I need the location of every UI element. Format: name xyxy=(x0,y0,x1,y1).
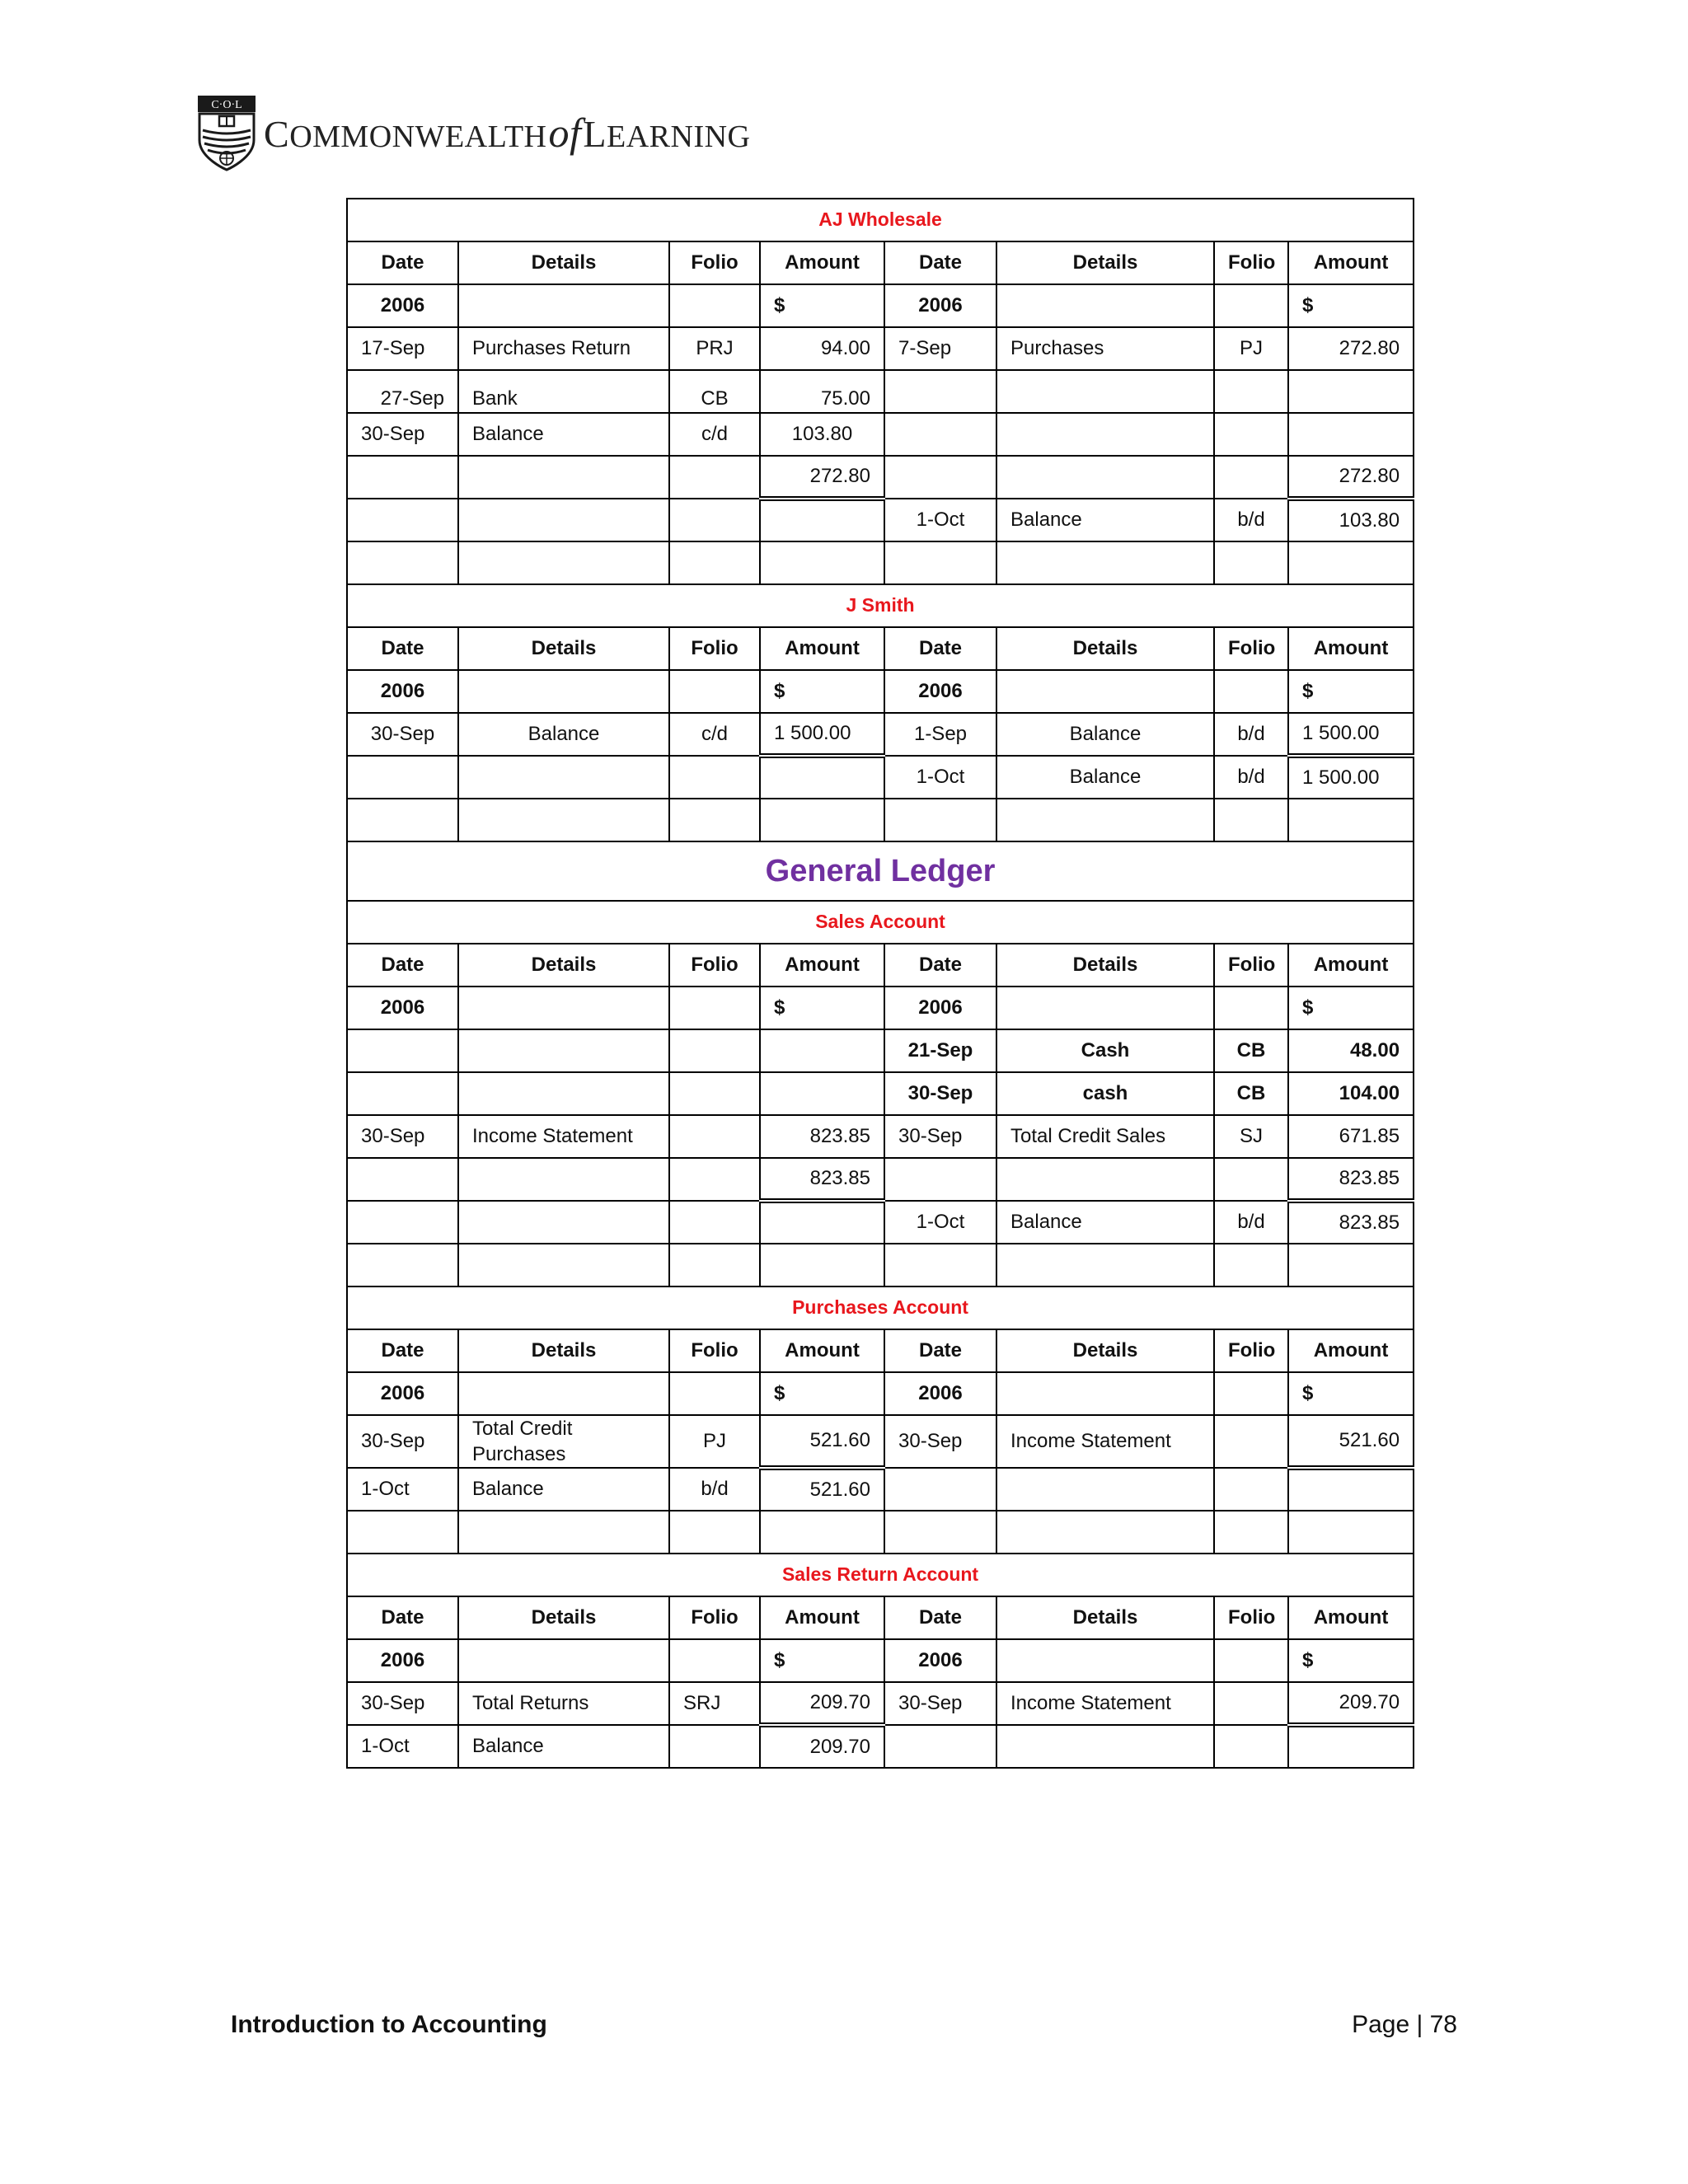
cell-amount xyxy=(1288,413,1414,456)
year-cell: 2006 xyxy=(347,1639,458,1682)
cell-details: Balance xyxy=(458,713,669,756)
cell-folio: b/d xyxy=(1214,756,1288,799)
cell-amount: 823.85 xyxy=(760,1115,884,1158)
cell-amount: 671.85 xyxy=(1288,1115,1414,1158)
account-title: Purchases Account xyxy=(347,1286,1414,1329)
cell-date: 30-Sep xyxy=(884,1115,996,1158)
cell-folio: SRJ xyxy=(669,1682,760,1725)
page-number: Page | 78 xyxy=(1352,2011,1457,2038)
ledger-row xyxy=(347,370,1414,413)
cell-date xyxy=(884,1725,996,1768)
currency-cell: $ xyxy=(760,1639,884,1682)
account-title-row xyxy=(347,584,1414,627)
currency-cell: $ xyxy=(760,284,884,327)
cell-amount xyxy=(760,1072,884,1115)
cell-amount: 521.60 xyxy=(1288,1415,1414,1468)
col-crest-icon xyxy=(196,94,257,171)
ledger-row xyxy=(347,1115,1414,1158)
cell-details xyxy=(458,499,669,541)
ledger-row xyxy=(347,1468,1414,1511)
year-row xyxy=(347,284,1414,327)
blank-row xyxy=(347,1511,1414,1554)
currency-cell: $ xyxy=(760,670,884,713)
cell-amount xyxy=(760,756,884,799)
cell-date xyxy=(347,1072,458,1115)
cell-amount: 48.00 xyxy=(1288,1029,1414,1072)
cell-folio: b/d xyxy=(1214,1201,1288,1244)
cell-details: Total Credit Purchases xyxy=(458,1415,669,1468)
col-header-date: Date xyxy=(884,1596,996,1639)
cell-details xyxy=(458,456,669,499)
year-cell: 2006 xyxy=(347,987,458,1029)
account-title-row xyxy=(347,901,1414,944)
col-header-details: Details xyxy=(458,1329,669,1372)
cell-details xyxy=(458,1201,669,1244)
cell-folio xyxy=(669,456,760,499)
cell-amount: 272.80 xyxy=(1288,456,1414,499)
col-header-amount: Amount xyxy=(1288,1329,1414,1372)
cell-folio xyxy=(669,1029,760,1072)
cell-details xyxy=(996,456,1214,499)
col-header-details: Details xyxy=(458,627,669,670)
blank-row xyxy=(347,799,1414,841)
currency-cell: $ xyxy=(1288,1372,1414,1415)
cell-amount: 1 500.00 xyxy=(1288,756,1414,799)
col-header-folio: Folio xyxy=(1214,1329,1288,1372)
cell-details xyxy=(458,1072,669,1115)
col-header-folio: Folio xyxy=(669,241,760,284)
currency-cell: $ xyxy=(760,987,884,1029)
col-header-date: Date xyxy=(347,241,458,284)
cell-date: 21-Sep xyxy=(884,1029,996,1072)
cell-date xyxy=(884,1158,996,1201)
cell-details xyxy=(996,413,1214,456)
cell-date: 7-Sep xyxy=(884,327,996,370)
cell-folio xyxy=(669,756,760,799)
cell-amount: 94.00 xyxy=(760,327,884,370)
cell-amount: 272.80 xyxy=(760,456,884,499)
column-header-row xyxy=(347,627,1414,670)
cell-amount: 1 500.00 xyxy=(1288,713,1414,756)
currency-cell: $ xyxy=(1288,284,1414,327)
cell-details xyxy=(458,756,669,799)
cell-details: Bank xyxy=(458,370,669,413)
cell-folio xyxy=(669,1072,760,1115)
ledger-table xyxy=(346,198,1414,1769)
cell-date: 30-Sep xyxy=(347,713,458,756)
cell-folio xyxy=(1214,1725,1288,1768)
cell-details: Purchases Return xyxy=(458,327,669,370)
account-title: AJ Wholesale xyxy=(347,199,1414,241)
ledger-row xyxy=(347,756,1414,799)
cell-date: 30-Sep xyxy=(347,413,458,456)
cell-date xyxy=(347,499,458,541)
cell-folio: b/d xyxy=(1214,713,1288,756)
year-cell: 2006 xyxy=(884,284,996,327)
cell-date: 1-Sep xyxy=(884,713,996,756)
col-header-details: Details xyxy=(996,1596,1214,1639)
total-row xyxy=(347,1158,1414,1201)
cell-details: Balance xyxy=(458,1468,669,1511)
col-header-amount: Amount xyxy=(1288,1596,1414,1639)
cell-amount: 209.70 xyxy=(760,1725,884,1768)
cell-date xyxy=(884,413,996,456)
ledger-row xyxy=(347,1072,1414,1115)
cell-amount: 823.85 xyxy=(1288,1158,1414,1201)
cell-folio xyxy=(1214,1158,1288,1201)
col-header-folio: Folio xyxy=(669,1329,760,1372)
col-header-folio: Folio xyxy=(669,944,760,987)
year-cell: 2006 xyxy=(884,670,996,713)
course-title: Introduction to Accounting xyxy=(231,2011,547,2038)
cell-date xyxy=(347,1029,458,1072)
col-header-folio: Folio xyxy=(669,1596,760,1639)
cell-date: 30-Sep xyxy=(884,1682,996,1725)
year-row xyxy=(347,987,1414,1029)
col-header-date: Date xyxy=(347,1596,458,1639)
cell-date xyxy=(347,1158,458,1201)
cell-date: 1-Oct xyxy=(347,1468,458,1511)
cell-date: 30-Sep xyxy=(347,1682,458,1725)
cell-folio xyxy=(1214,413,1288,456)
cell-details: Balance xyxy=(996,713,1214,756)
column-header-row xyxy=(347,1329,1414,1372)
cell-details: Total Credit Sales xyxy=(996,1115,1214,1158)
col-header-folio: Folio xyxy=(1214,627,1288,670)
blank-row xyxy=(347,1244,1414,1286)
cell-amount: 823.85 xyxy=(1288,1201,1414,1244)
cell-details xyxy=(996,1158,1214,1201)
column-header-row xyxy=(347,944,1414,987)
cell-details: Total Returns xyxy=(458,1682,669,1725)
col-header-amount: Amount xyxy=(1288,627,1414,670)
col-header-amount: Amount xyxy=(760,944,884,987)
ledger-row xyxy=(347,1682,1414,1725)
cell-amount: 209.70 xyxy=(1288,1682,1414,1725)
cell-date: 1-Oct xyxy=(884,756,996,799)
col-header-date: Date xyxy=(884,1329,996,1372)
cell-amount xyxy=(1288,1468,1414,1511)
cell-amount: 521.60 xyxy=(760,1415,884,1468)
col-header-folio: Folio xyxy=(1214,241,1288,284)
cell-details: Balance xyxy=(458,413,669,456)
cell-amount xyxy=(1288,1725,1414,1768)
col-header-date: Date xyxy=(884,241,996,284)
column-header-row xyxy=(347,241,1414,284)
cell-folio: b/d xyxy=(1214,499,1288,541)
cell-date: 30-Sep xyxy=(347,1415,458,1468)
cell-amount: 103.80 xyxy=(1288,499,1414,541)
year-cell: 2006 xyxy=(884,1372,996,1415)
cell-details: Cash xyxy=(996,1029,1214,1072)
account-title-row xyxy=(347,1286,1414,1329)
column-header-row xyxy=(347,1596,1414,1639)
col-header-amount: Amount xyxy=(760,1329,884,1372)
currency-cell: $ xyxy=(760,1372,884,1415)
cell-details: Balance xyxy=(996,756,1214,799)
year-cell: 2006 xyxy=(347,1372,458,1415)
cell-folio xyxy=(669,499,760,541)
col-header-folio: Folio xyxy=(1214,944,1288,987)
col-header-date: Date xyxy=(884,944,996,987)
cell-amount: 75.00 xyxy=(760,370,884,413)
cell-details: cash xyxy=(996,1072,1214,1115)
col-header-details: Details xyxy=(458,1596,669,1639)
cell-folio: CB xyxy=(1214,1072,1288,1115)
cell-date xyxy=(347,456,458,499)
account-title: Sales Account xyxy=(347,901,1414,944)
year-cell: 2006 xyxy=(347,670,458,713)
cell-amount: 104.00 xyxy=(1288,1072,1414,1115)
blank-row xyxy=(347,541,1414,584)
currency-cell: $ xyxy=(1288,1639,1414,1682)
cell-amount xyxy=(760,1201,884,1244)
cell-folio: PJ xyxy=(669,1415,760,1468)
cell-amount: 272.80 xyxy=(1288,327,1414,370)
cell-date xyxy=(884,456,996,499)
cell-amount: 823.85 xyxy=(760,1158,884,1201)
col-header-date: Date xyxy=(347,627,458,670)
cell-folio xyxy=(1214,456,1288,499)
header-logo xyxy=(196,94,751,171)
cell-details xyxy=(996,1725,1214,1768)
cell-details xyxy=(996,370,1214,413)
cell-amount: 1 500.00 xyxy=(760,713,884,756)
cell-details xyxy=(996,1468,1214,1511)
cell-date: 1-Oct xyxy=(884,1201,996,1244)
cell-folio xyxy=(669,1725,760,1768)
cell-details: Balance xyxy=(458,1725,669,1768)
cell-details: Balance xyxy=(996,1201,1214,1244)
cell-date xyxy=(347,756,458,799)
cell-folio: CB xyxy=(669,370,760,413)
cell-date: 17-Sep xyxy=(347,327,458,370)
year-cell: 2006 xyxy=(884,987,996,1029)
cell-details: Purchases xyxy=(996,327,1214,370)
currency-cell: $ xyxy=(1288,987,1414,1029)
col-header-amount: Amount xyxy=(760,241,884,284)
account-title: J Smith xyxy=(347,584,1414,627)
year-row xyxy=(347,1372,1414,1415)
currency-cell: $ xyxy=(1288,670,1414,713)
ledger-row xyxy=(347,1415,1414,1468)
cell-details xyxy=(458,1158,669,1201)
cell-folio xyxy=(1214,370,1288,413)
section-title-row xyxy=(347,841,1414,901)
cell-details: Balance xyxy=(996,499,1214,541)
cell-folio: PRJ xyxy=(669,327,760,370)
total-row xyxy=(347,456,1414,499)
ledger-row xyxy=(347,327,1414,370)
year-row xyxy=(347,670,1414,713)
cell-details xyxy=(458,1029,669,1072)
cell-amount xyxy=(760,1029,884,1072)
cell-date xyxy=(884,370,996,413)
cell-folio: b/d xyxy=(669,1468,760,1511)
col-header-details: Details xyxy=(996,241,1214,284)
cell-amount xyxy=(1288,370,1414,413)
section-title: General Ledger xyxy=(347,841,1414,901)
ledger-row xyxy=(347,1029,1414,1072)
cell-details: Income Statement xyxy=(996,1415,1214,1468)
cell-date: 27-Sep xyxy=(347,370,458,413)
col-header-date: Date xyxy=(347,944,458,987)
ledger-row xyxy=(347,1725,1414,1768)
col-header-amount: Amount xyxy=(1288,944,1414,987)
cell-details: Income Statement xyxy=(996,1682,1214,1725)
page-footer xyxy=(231,2011,1457,2039)
cell-date: 30-Sep xyxy=(347,1115,458,1158)
col-header-amount: Amount xyxy=(760,627,884,670)
cell-amount: 209.70 xyxy=(760,1682,884,1725)
cell-date: 30-Sep xyxy=(884,1072,996,1115)
cell-folio xyxy=(1214,1415,1288,1468)
ledger-row xyxy=(347,413,1414,456)
cell-date: 1-Oct xyxy=(347,1725,458,1768)
cell-details: Income Statement xyxy=(458,1115,669,1158)
col-header-amount: Amount xyxy=(1288,241,1414,284)
col-header-date: Date xyxy=(884,627,996,670)
cell-folio: PJ xyxy=(1214,327,1288,370)
cell-folio xyxy=(669,1201,760,1244)
cell-folio: c/d xyxy=(669,713,760,756)
col-header-folio: Folio xyxy=(1214,1596,1288,1639)
col-header-folio: Folio xyxy=(669,627,760,670)
cell-folio: CB xyxy=(1214,1029,1288,1072)
cell-amount xyxy=(760,499,884,541)
cell-folio xyxy=(669,1115,760,1158)
account-title-row xyxy=(347,199,1414,241)
cell-amount: 103.80 xyxy=(760,413,884,456)
col-header-details: Details xyxy=(458,944,669,987)
cell-folio xyxy=(669,1158,760,1201)
cell-folio xyxy=(1214,1468,1288,1511)
col-header-details: Details xyxy=(996,944,1214,987)
logo-wordmark: COMMONWEALTHofLEARNING xyxy=(264,110,751,156)
account-title: Sales Return Account xyxy=(347,1554,1414,1596)
col-header-details: Details xyxy=(996,1329,1214,1372)
account-title-row xyxy=(347,1554,1414,1596)
cell-date: 30-Sep xyxy=(884,1415,996,1468)
cell-date xyxy=(884,1468,996,1511)
col-header-date: Date xyxy=(347,1329,458,1372)
ledger-row xyxy=(347,1201,1414,1244)
ledger-row xyxy=(347,713,1414,756)
svg-text:C·O·L: C·O·L xyxy=(211,99,242,111)
cell-folio xyxy=(1214,1682,1288,1725)
cell-folio: SJ xyxy=(1214,1115,1288,1158)
cell-date: 1-Oct xyxy=(884,499,996,541)
col-header-details: Details xyxy=(458,241,669,284)
cell-date xyxy=(347,1201,458,1244)
year-cell: 2006 xyxy=(347,284,458,327)
cell-folio: c/d xyxy=(669,413,760,456)
col-header-amount: Amount xyxy=(760,1596,884,1639)
year-cell: 2006 xyxy=(884,1639,996,1682)
cell-amount: 521.60 xyxy=(760,1468,884,1511)
ledger-row xyxy=(347,499,1414,541)
col-header-details: Details xyxy=(996,627,1214,670)
year-row xyxy=(347,1639,1414,1682)
